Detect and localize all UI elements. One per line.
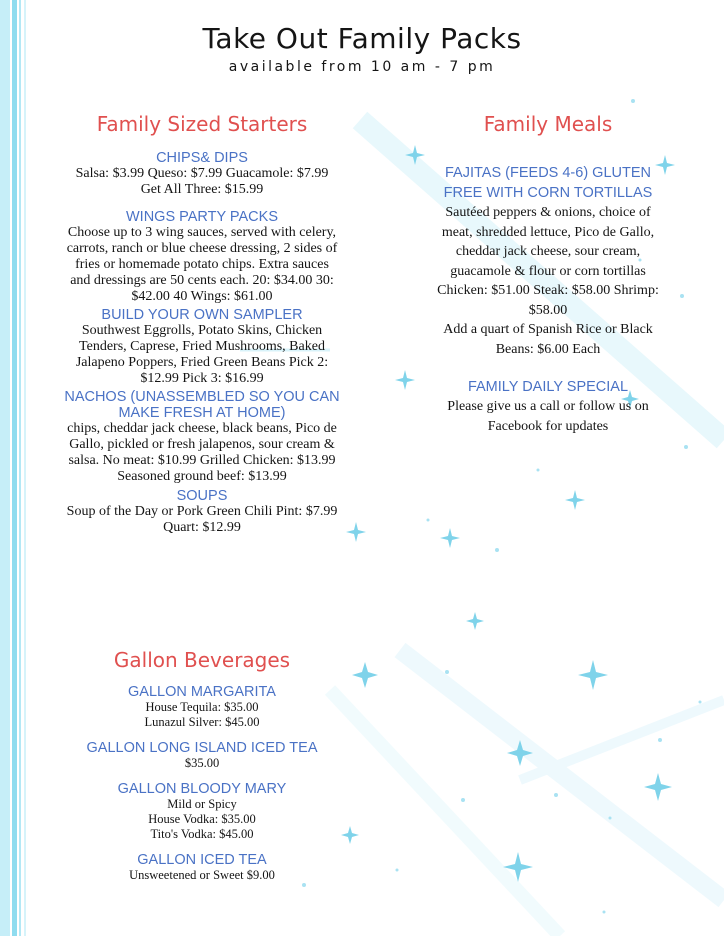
item-description: Please give us a call or follow us on Facebook for updates xyxy=(447,399,649,434)
item-description: Southwest Eggrolls, Potato Skins, Chicken Tenders, Caprese, Fried Mushrooms, Baked Jalapeno Poppers, Fried Green Beans Pick 2: $12.99 Pick 3: $16.99 xyxy=(75,323,329,386)
item-description: Unsweetened or Sweet $9.00 xyxy=(129,868,275,882)
item-name: CHIPS& DIPS xyxy=(156,150,248,166)
page-title: Take Out Family Packs xyxy=(202,22,522,55)
item-name: NACHOS (UNASSEMBLED SO YOU CAN MAKE FRESH AT HOME) xyxy=(64,389,340,421)
item-name: BUILD YOUR OWN SAMPLER xyxy=(101,307,303,323)
menu-item-gallon-iced-tea xyxy=(60,852,344,883)
menu-item-daily-special xyxy=(430,377,666,436)
item-name: GALLON MARGARITA xyxy=(128,684,276,700)
page-subtitle: available from 10 am - 7 pm xyxy=(228,59,496,75)
item-name: GALLON BLOODY MARY xyxy=(117,781,287,797)
item-description: Choose up to 3 wing sauces, served with celery, carrots, ranch or blue cheese dressing, 2 sides of fries or homemade potato chips. Extra sauces and dressings are 50 cents each. 20: $34.00 30: $42.00 40 Wings: $61.00 xyxy=(66,225,338,304)
item-description: Salsa: $3.99 Queso: $7.99 Guacamole: $7.99 Get All Three: $15.99 xyxy=(75,166,329,197)
meals-section xyxy=(430,112,666,436)
item-name: WINGS PARTY PACKS xyxy=(125,209,279,225)
menu-item-fajitas xyxy=(430,163,666,359)
item-name: SOUPS xyxy=(176,488,228,504)
item-name: FAJITAS (FEEDS 4-6) GLUTEN FREE WITH CORN TORTILLAS xyxy=(443,165,653,201)
menu-item-wings xyxy=(64,209,340,305)
menu-item-gallon-bloody-mary xyxy=(60,781,344,842)
menu-item-gallon-margarita xyxy=(60,684,344,730)
menu-item-chips-dips xyxy=(64,150,340,198)
item-name: GALLON LONG ISLAND ICED TEA xyxy=(86,740,318,756)
item-name: GALLON ICED TEA xyxy=(137,852,267,868)
menu-item-nachos xyxy=(64,389,340,485)
menu-item-gallon-long-island xyxy=(60,740,344,771)
starters-section xyxy=(64,112,340,536)
item-description: Soup of the Day or Pork Green Chili Pint: $7.99 Quart: $12.99 xyxy=(66,504,338,535)
beverages-section xyxy=(60,648,344,883)
item-description: $35.00 xyxy=(184,756,220,770)
item-description: chips, cheddar jack cheese, black beans, Pico de Gallo, pickled or fresh jalapenos, sour cream & salsa. No meat: $10.99 Grilled Chicken: $13.99 Seasoned ground beef: $13.99 xyxy=(67,421,337,484)
item-description: Sautéed peppers & onions, choice of meat, shredded lettuce, Pico de Gallo, cheddar jack cheese, sour cream, guacamole & flour or corn tortillas Chicken: $51.00 Steak: $58.00 Shrimp: $58.00 Add a quart of Spanish Rice or Black Beans: $6.00 Each xyxy=(437,205,659,357)
section-heading-meals: Family Meals xyxy=(483,112,613,136)
item-description: House Tequila: $35.00 Lunazul Silver: $45.00 xyxy=(144,700,260,729)
section-heading-beverages: Gallon Beverages xyxy=(113,648,291,672)
menu-item-sampler xyxy=(64,307,340,387)
item-description: Mild or Spicy House Vodka: $35.00 Tito's Vodka: $45.00 xyxy=(148,797,256,841)
section-heading-starters: Family Sized Starters xyxy=(96,112,308,136)
menu-item-soups xyxy=(64,488,340,536)
item-name: FAMILY DAILY SPECIAL xyxy=(467,379,629,395)
